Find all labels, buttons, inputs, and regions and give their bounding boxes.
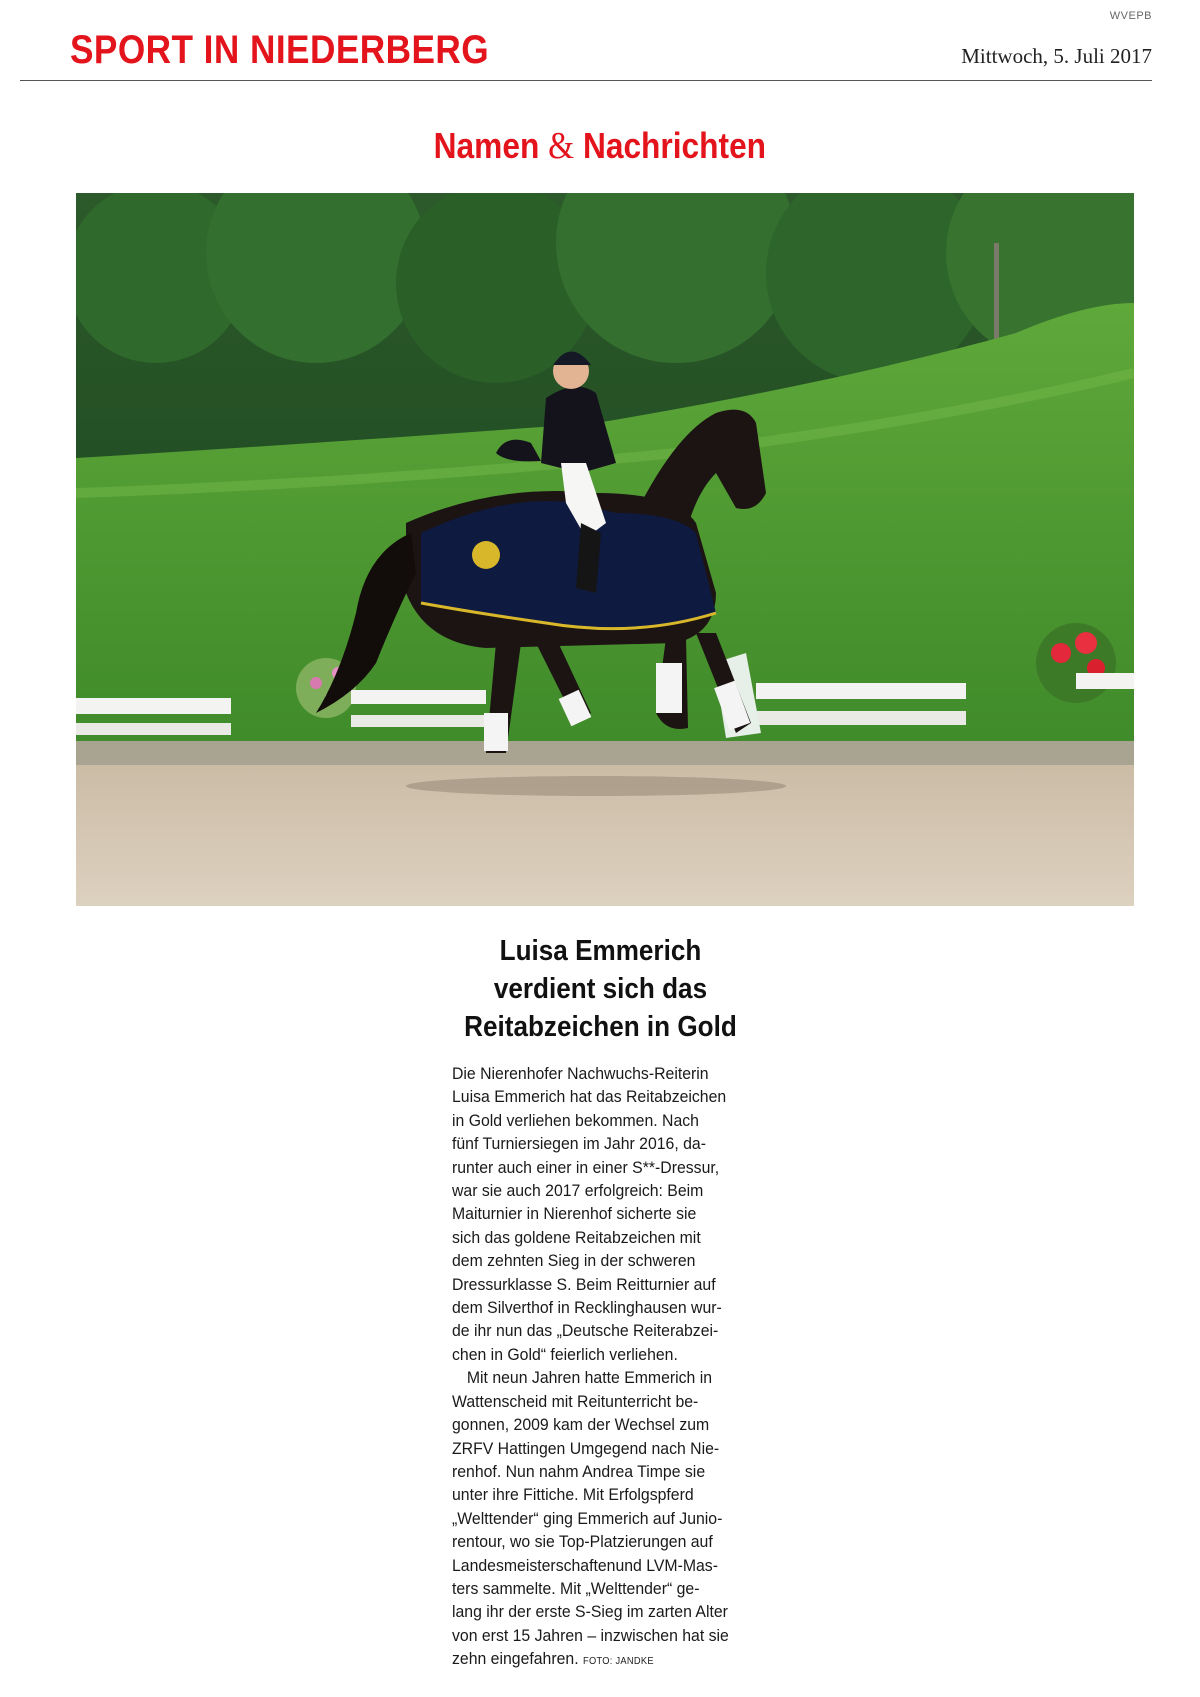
paragraph2-line: Landesmeisterschaftenund LVM-Mas- <box>452 1555 718 1575</box>
headline-line-1: Luisa Emmerich <box>499 935 701 967</box>
header-rule <box>20 80 1152 81</box>
paragraph1-line: chen in Gold“ feierlich verliehen. <box>452 1344 678 1364</box>
paragraph2-line: renhof. Nun nahm Andrea Timpe sie <box>452 1461 706 1481</box>
paragraph2-last-line <box>452 1647 729 1673</box>
paragraph2-line: gonnen, 2009 kam der Wechsel zum <box>452 1415 710 1435</box>
paragraph2-line: ters sammelte. Mit „Welttender“ ge- <box>452 1578 700 1598</box>
photo-credit: FOTO: JANDKE <box>582 1656 654 1668</box>
paragraph2-line: unter ihre Fittiche. Mit Erfolgspferd <box>452 1485 694 1505</box>
paragraph1-line: sich das goldene Reitabzeichen mit <box>452 1227 701 1247</box>
headline-line-2: verdient sich das <box>493 973 707 1005</box>
masthead: SPORT IN NIEDERBERG <box>70 28 490 72</box>
paragraph2-line: lang ihr der erste S-Sieg im zarten Alter <box>452 1602 728 1622</box>
article-body <box>452 1062 750 1674</box>
paragraph2-line: von erst 15 Jahren – inzwischen hat sie <box>452 1625 729 1645</box>
section-title <box>0 124 1200 168</box>
paragraph1-line: de ihr nun das „Deutsche Reiterabzei- <box>452 1321 719 1341</box>
paragraph2-line: Mit neun Jahren hatte Emmerich in <box>466 1368 713 1388</box>
paragraph2-line: „Welttender“ ging Emmerich auf Junio- <box>452 1508 723 1528</box>
date: Mittwoch, 5. Juli 2017 <box>961 44 1152 68</box>
source-tag: WVEPB <box>1109 10 1152 22</box>
section-word-2: Nachrichten <box>583 125 767 166</box>
section-word-1: Namen <box>433 125 540 166</box>
article-headline <box>430 932 770 1046</box>
paragraph1-line: dem Silverthof in Recklinghausen wur- <box>452 1298 722 1318</box>
paragraph1-line: in Gold verliehen bekommen. Nach <box>452 1110 699 1130</box>
paragraph2-line: ZRFV Hattingen Umgegend nach Nie- <box>452 1438 720 1458</box>
paragraph1-line: Dressurklasse S. Beim Reitturnier auf <box>452 1274 716 1294</box>
paragraph1-line: runter auch einer in einer S**-Dressur, <box>452 1157 720 1177</box>
paragraph2-line: rentour, wo sie Top-Platzierungen auf <box>452 1532 713 1552</box>
headline-line-3: Reitabzeichen in Gold <box>463 1011 737 1043</box>
paragraph2-line: Wattenscheid mit Reitunterricht be- <box>452 1391 699 1411</box>
paragraph1-line: Luisa Emmerich hat das Reitabzeichen <box>452 1087 727 1107</box>
paragraph1-line: Die Nierenhofer Nachwuchs-Reiterin <box>452 1064 709 1083</box>
paragraph2-final-text: zehn eingefahren. <box>452 1649 579 1669</box>
paragraph1-line: dem zehnten Sieg in der schweren <box>452 1251 696 1271</box>
section-ampersand: & <box>548 125 575 167</box>
paragraph1-line: fünf Turniersiegen im Jahr 2016, da- <box>452 1134 706 1154</box>
article-photo <box>76 193 1134 906</box>
paragraph1-line: Maiturnier in Nierenhof sicherte sie <box>452 1204 697 1224</box>
paragraph1-line: war sie auch 2017 erfolgreich: Beim <box>452 1181 704 1201</box>
